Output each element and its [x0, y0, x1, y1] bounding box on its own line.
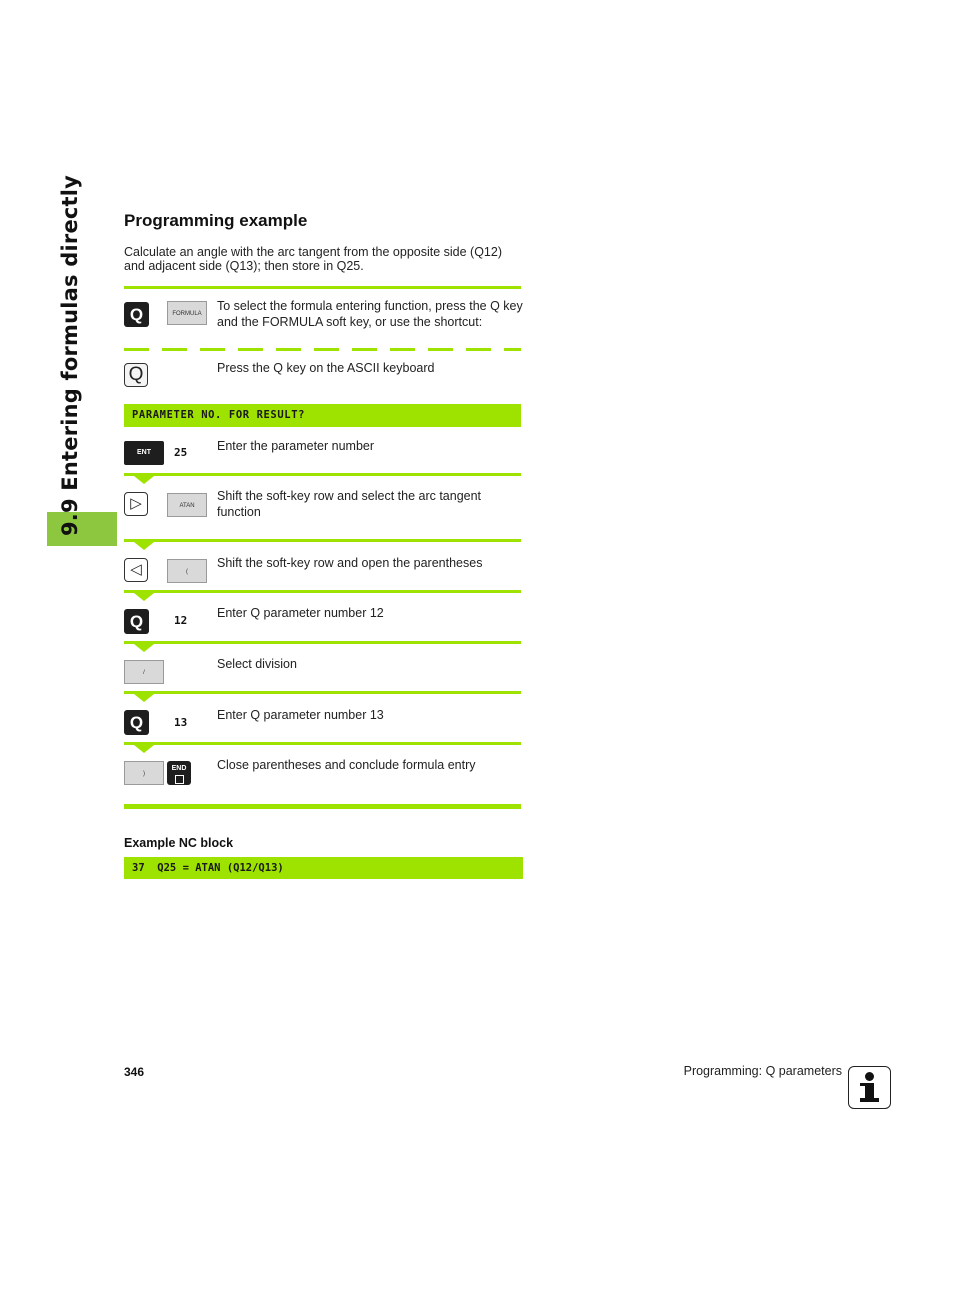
divider [124, 804, 521, 809]
formula-softkey[interactable]: FORMULA [167, 301, 207, 325]
input-value: 12 [174, 614, 188, 627]
divider [124, 473, 521, 476]
divider [124, 742, 521, 745]
info-icon-base [860, 1098, 879, 1102]
info-icon-dot [865, 1072, 874, 1081]
division-softkey[interactable]: / [124, 660, 164, 684]
arrow-down-icon [134, 593, 154, 601]
atan-softkey[interactable]: ATAN [167, 493, 207, 517]
q-key[interactable]: Q [124, 609, 149, 634]
end-key-label: END [171, 765, 187, 772]
info-icon [848, 1066, 891, 1109]
step-text: Enter the parameter number [217, 439, 375, 453]
arrow-down-icon [134, 694, 154, 702]
dialog-prompt: PARAMETER NO. FOR RESULT? [124, 404, 521, 427]
arrow-down-icon [134, 644, 154, 652]
side-tab-title: 9.9 Entering formulas directly [58, 174, 82, 536]
step-text: Press the Q key on the ASCII keyboard [217, 361, 435, 375]
step-text: Shift the soft-key row and select the arc tangent function [217, 489, 482, 519]
input-value: 13 [174, 716, 188, 729]
step-text: Select division [217, 657, 297, 671]
chapter-title: Programming: Q parameters [683, 1064, 842, 1078]
step-text: Enter Q parameter number 13 [217, 708, 384, 722]
arrow-down-icon [134, 542, 154, 550]
nc-block-code: 37 Q25 = ATAN (Q12/Q13) [124, 857, 523, 879]
step-text: Enter Q parameter number 12 [217, 606, 384, 620]
divider [124, 539, 521, 542]
next-softkey-row-icon[interactable]: ▷ [124, 492, 148, 516]
arrow-down-icon [134, 745, 154, 753]
arrow-down-icon [134, 476, 154, 484]
divider [124, 691, 521, 694]
q-key[interactable]: Q [124, 710, 149, 735]
ent-key[interactable]: ENT [124, 441, 164, 465]
dashed-divider [124, 348, 521, 351]
divider [124, 590, 521, 593]
close-parenthesis-softkey[interactable]: ) [124, 761, 164, 785]
open-parenthesis-softkey[interactable]: ( [167, 559, 207, 583]
page-number: 346 [124, 1065, 145, 1079]
square-icon [175, 775, 184, 784]
input-value: 25 [174, 446, 188, 459]
step-text: To select the formula entering function, press the Q key and the FORMULA soft key, or use the shortcut: [217, 299, 523, 329]
end-key[interactable] [167, 761, 191, 785]
intro-text: Calculate an angle with the arc tangent from the opposite side (Q12) and adjacent side (Q13); then store in Q25. [124, 245, 502, 273]
step-text: Shift the soft-key row and open the parentheses [217, 556, 483, 570]
previous-softkey-row-icon[interactable]: ◁ [124, 558, 148, 582]
step-text: Close parentheses and conclude formula entry [217, 758, 476, 772]
example-title: Example NC block [124, 836, 234, 850]
ascii-q-key[interactable]: Q [124, 363, 148, 387]
divider [124, 641, 521, 644]
q-key[interactable]: Q [124, 302, 149, 327]
divider [124, 286, 521, 289]
section-title: Programming example [124, 211, 308, 230]
